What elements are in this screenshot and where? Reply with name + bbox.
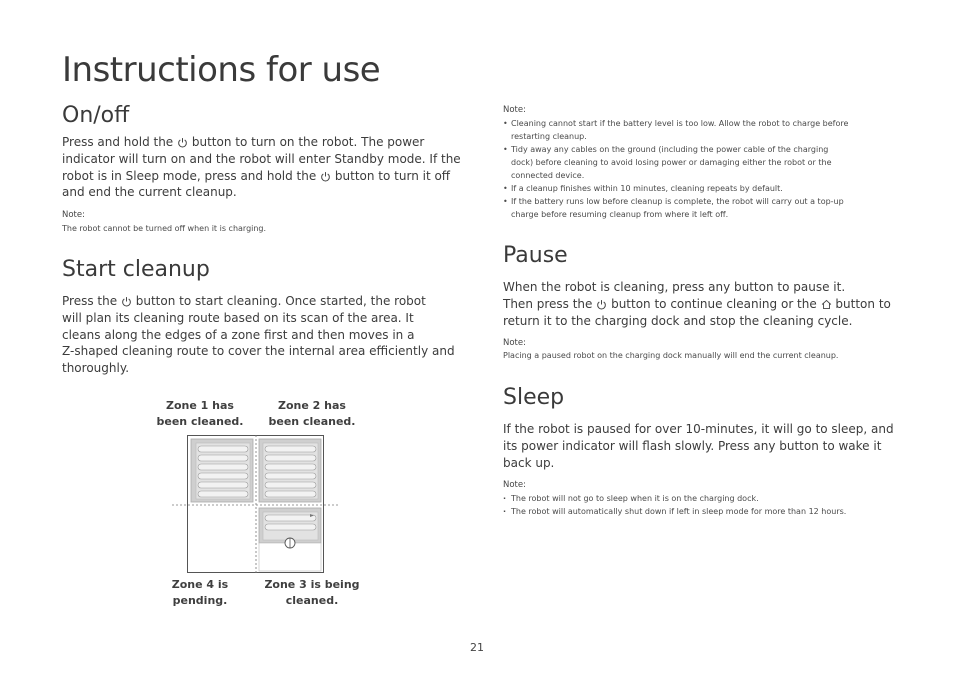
sleep-text: If the robot is paused for over 10-minutes, it will go to sleep, and bbox=[503, 422, 894, 436]
note-item bbox=[503, 182, 903, 195]
onoff-note-text: The robot cannot be turned off when it is charging. bbox=[62, 224, 267, 233]
pause-note-text: Placing a paused robot on the charging dock manually will end the current cleanup. bbox=[503, 351, 839, 360]
zone4-label-line: Zone 4 is bbox=[171, 578, 229, 591]
zone4-label-line: pending. bbox=[172, 594, 228, 607]
onoff-text: Press and hold the bbox=[62, 135, 174, 149]
general-note-label: Note: bbox=[503, 105, 526, 115]
pause-note-label: Note: bbox=[503, 338, 526, 348]
note-item bbox=[503, 195, 903, 221]
power-icon bbox=[177, 137, 188, 148]
zone1-label bbox=[145, 398, 255, 430]
pause-text: button to bbox=[835, 296, 891, 311]
note-item: · The robot will automatically shut down if left in sleep mode for more than 12 hours. bbox=[503, 505, 903, 518]
zone3-label-line: Zone 3 is being bbox=[264, 578, 360, 591]
note-line: charge before resuming cleanup from where it left off. bbox=[511, 210, 729, 219]
zone2-label-line: Zone 2 has bbox=[278, 399, 346, 412]
onoff-text: and end the current cleanup. bbox=[62, 185, 237, 200]
power-icon bbox=[320, 171, 331, 182]
power-icon bbox=[121, 296, 132, 307]
start-text: thoroughly. bbox=[62, 361, 130, 376]
zone1-cleaned-area bbox=[191, 439, 253, 502]
onoff-text: robot is in Sleep mode, press and hold the bbox=[62, 168, 317, 183]
pause-text: button to continue cleaning or the bbox=[611, 296, 817, 311]
start-text: Z-shaped cleaning route to cover the internal area efficiently and bbox=[62, 344, 455, 359]
start-text: Press the bbox=[62, 294, 118, 308]
zone2-cleaned-area bbox=[259, 439, 321, 502]
zone3-label bbox=[257, 577, 367, 609]
zone3-label-line: cleaned. bbox=[285, 594, 339, 607]
zone2-label-line: been cleaned. bbox=[268, 415, 356, 428]
home-icon bbox=[821, 299, 832, 310]
note-line: • Tidy away any cables on the ground (including the power cable of the charging bbox=[511, 145, 829, 154]
pause-text: Then press the bbox=[503, 296, 593, 311]
power-icon bbox=[596, 299, 607, 310]
page-title: Instructions for use bbox=[62, 50, 381, 90]
start-text: will plan its cleaning route based on its scan of the area. It bbox=[62, 310, 414, 325]
onoff-text: button to turn on the robot. The power bbox=[191, 135, 425, 149]
page-number: 21 bbox=[470, 641, 484, 654]
start-text: button to start cleaning. Once started, the robot bbox=[135, 294, 426, 308]
section-heading-sleep: Sleep bbox=[503, 385, 565, 410]
general-note-list bbox=[503, 117, 903, 221]
sleep-note-label: Note: bbox=[503, 480, 526, 490]
note-line: • Cleaning cannot start if the battery level is too low. Allow the robot to charge before bbox=[511, 119, 849, 128]
pause-text: return it to the charging dock and stop the cleaning cycle. bbox=[503, 313, 853, 328]
sleep-text: back up. bbox=[503, 455, 555, 470]
pause-text: When the robot is cleaning, press any button to pause it. bbox=[503, 280, 846, 294]
sleep-note-list bbox=[503, 492, 903, 518]
note-line: dock) before cleaning to avoid losing power or damaging either the robot or the bbox=[511, 158, 832, 167]
note-line: • If the battery runs low before cleanup is complete, the robot will carry out a top-up bbox=[511, 197, 844, 206]
note-line: • If a cleanup finishes within 10 minutes, cleaning repeats by default. bbox=[511, 184, 783, 193]
cleaning-zones-diagram bbox=[170, 432, 342, 576]
onoff-text: button to turn it off bbox=[334, 168, 451, 183]
sleep-paragraph bbox=[503, 421, 903, 471]
pause-paragraph bbox=[503, 279, 903, 329]
note-line: restarting cleanup. bbox=[511, 132, 587, 141]
section-heading-start-cleanup: Start cleanup bbox=[62, 257, 210, 282]
zone2-label bbox=[257, 398, 367, 430]
robot-icon bbox=[285, 538, 295, 548]
start-text: cleans along the edges of a zone first and then moves in a bbox=[62, 327, 415, 342]
zone3-cleaning-area bbox=[259, 508, 321, 571]
zone1-label-line: Zone 1 has bbox=[166, 399, 234, 412]
section-heading-pause: Pause bbox=[503, 243, 568, 268]
start-paragraph bbox=[62, 293, 462, 377]
note-item bbox=[503, 117, 903, 143]
section-heading-onoff: On/off bbox=[62, 103, 130, 128]
note-line: connected device. bbox=[511, 171, 585, 180]
note-item: · The robot will not go to sleep when it is on the charging dock. bbox=[503, 492, 903, 505]
sleep-text: its power indicator will flash slowly. Press any button to wake it bbox=[503, 438, 882, 453]
onoff-note-label: Note: bbox=[62, 210, 85, 220]
zone1-label-line: been cleaned. bbox=[156, 415, 244, 428]
onoff-text: indicator will turn on and the robot will enter Standby mode. If the bbox=[62, 151, 461, 166]
onoff-paragraph bbox=[62, 134, 462, 201]
note-item bbox=[503, 143, 903, 182]
zone4-label bbox=[145, 577, 255, 609]
